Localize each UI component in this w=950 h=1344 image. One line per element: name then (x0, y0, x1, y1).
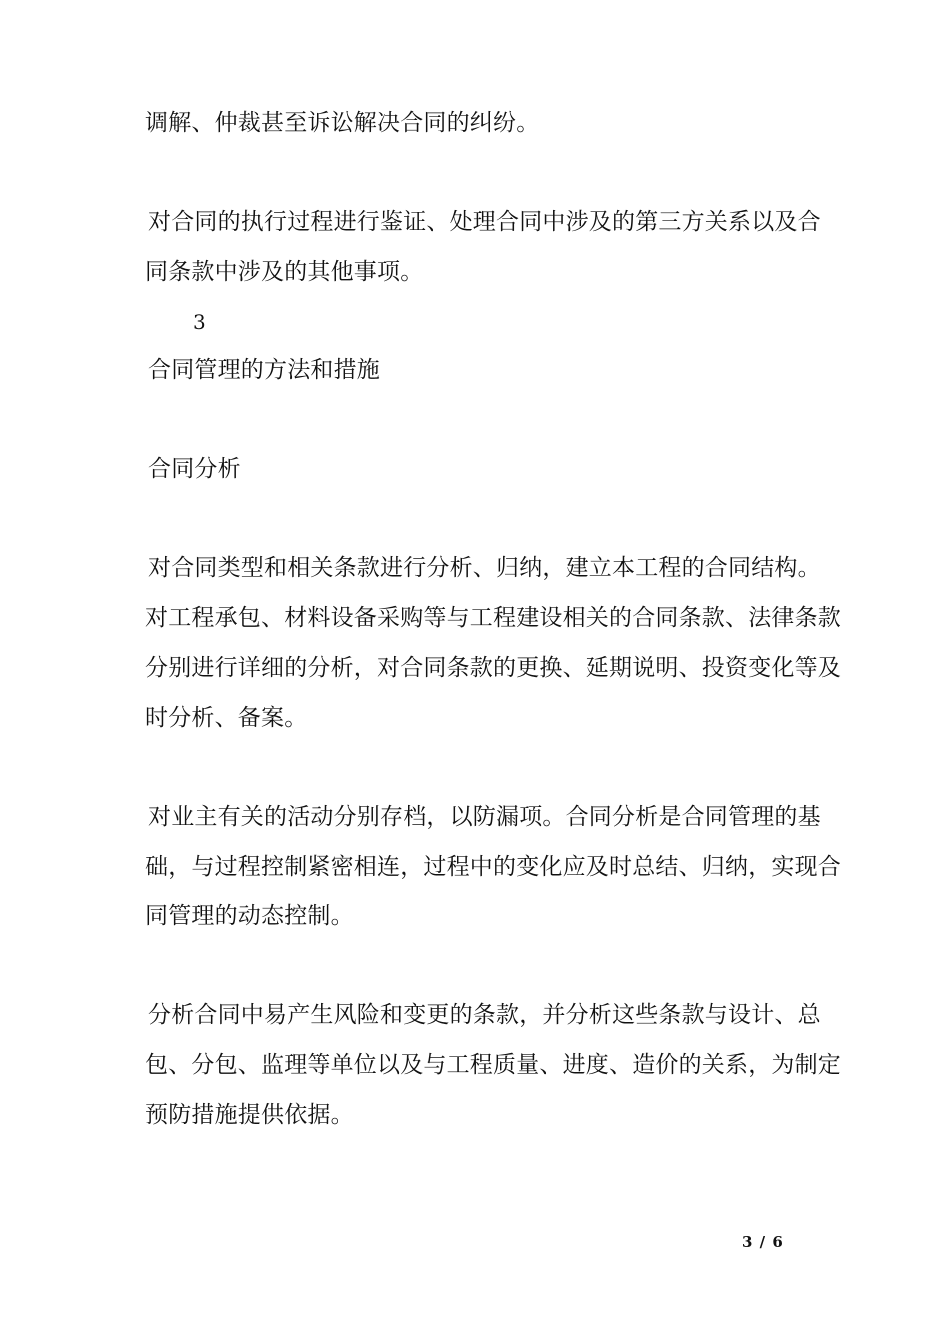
body-text-line: 分别进行详细的分析，对合同条款的更换、延期说明、投资变化等及 (145, 655, 841, 681)
body-text-line: 础，与过程控制紧密相连，过程中的变化应及时总结、归纳，实现合 (145, 854, 841, 880)
body-text-line: 包、分包、监理等单位以及与工程质量、进度、造价的关系，为制定 (145, 1052, 841, 1078)
body-text-line: 同条款中涉及的其他事项。 (145, 259, 424, 285)
page-number: 3 / 6 (742, 1233, 784, 1251)
body-text-line: 预防措施提供依据。 (145, 1102, 354, 1128)
body-text-line: 对业主有关的活动分别存档，以防漏项。合同分析是合同管理的基 (148, 804, 821, 830)
body-text-line: 同管理的动态控制。 (145, 903, 354, 929)
body-text-line: 调解、仲裁甚至诉讼解决合同的纠纷。 (145, 110, 540, 136)
subsection-heading: 合同分析 (148, 456, 241, 482)
body-text-line: 对合同类型和相关条款进行分析、归纳，建立本工程的合同结构。 (148, 555, 821, 581)
body-text-line: 时分析、备案。 (145, 705, 308, 731)
body-text-line: 对合同的执行过程进行鉴证、处理合同中涉及的第三方关系以及合 (148, 209, 821, 235)
body-text-line: 分析合同中易产生风险和变更的条款，并分析这些条款与设计、总 (148, 1002, 821, 1028)
section-number: 3 (193, 310, 206, 334)
body-text-line: 对工程承包、材料设备采购等与工程建设相关的合同条款、法律条款 (145, 605, 841, 631)
section-heading: 合同管理的方法和措施 (148, 357, 380, 383)
